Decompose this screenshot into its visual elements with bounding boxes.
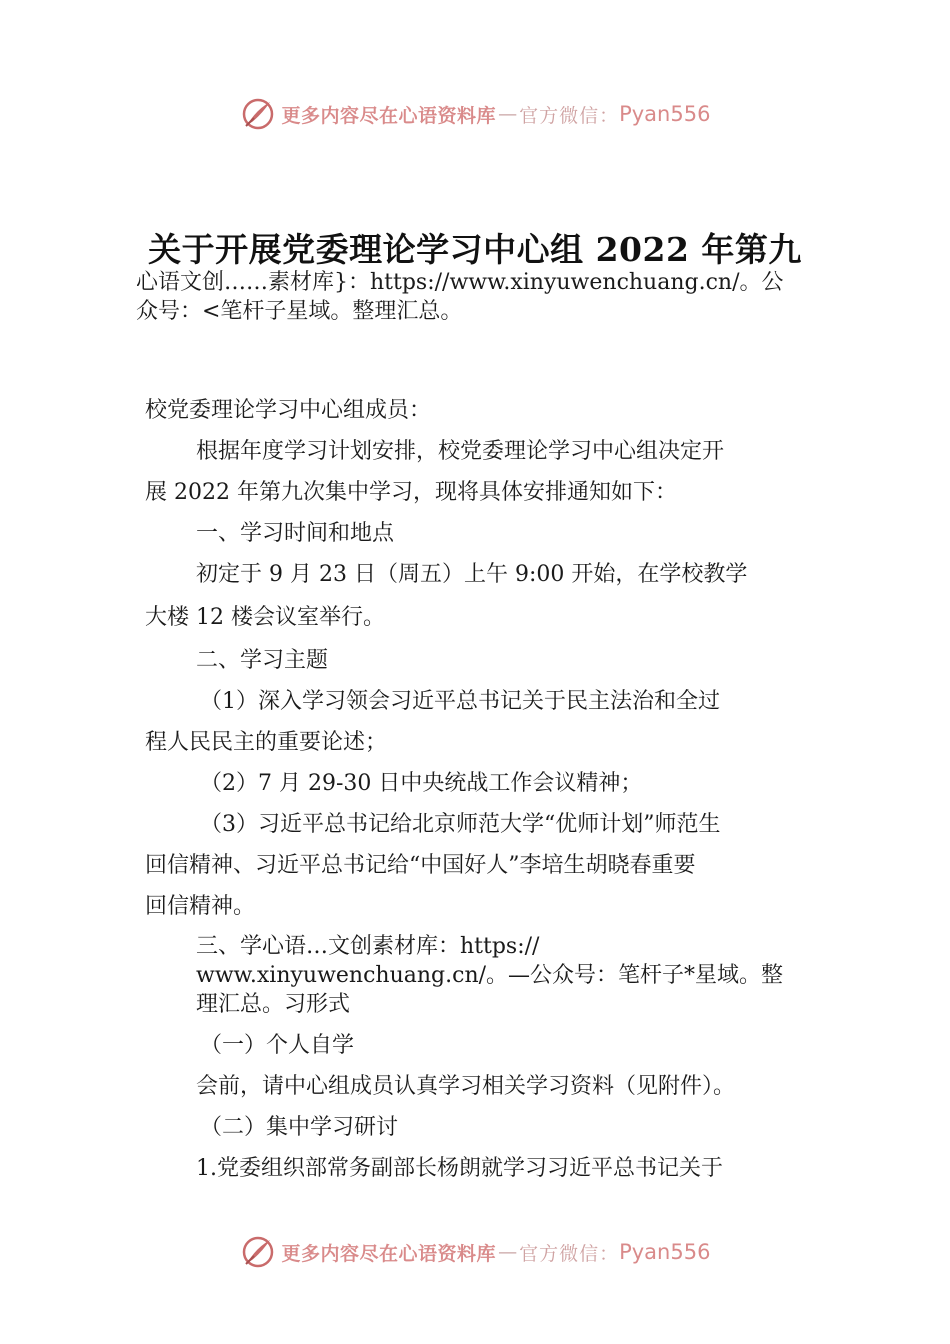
banner-slogan: 更多内容尽在心语资料库 <box>281 104 497 127</box>
banner-wechat-label: 官方微信： <box>519 104 620 127</box>
subsection-1-text: 会前，请中心组成员认真学习相关学习资料（见附件）。 <box>196 1074 736 1099</box>
header-banner <box>0 94 950 134</box>
quill-logo-icon <box>240 1234 276 1270</box>
document-title: 关于开展党委理论学习中心组 2022 年第九 <box>148 230 802 269</box>
source-line-2: 众号：<笔杆子星域。整理汇总。 <box>136 299 463 324</box>
subsection-1: （一）个人自学 <box>200 1033 355 1058</box>
source-line-1: 心语文创……素材库}：https://www.xinyuwenchuang.cn/。公 <box>136 270 784 295</box>
subsection-2: （二）集中学习研讨 <box>200 1115 399 1140</box>
intro-line-1: 根据年度学习计划安排，校党委理论学习中心组决定开 <box>196 439 725 464</box>
quill-logo-icon <box>240 96 276 132</box>
section-heading-1: 一、学习时间和地点 <box>196 521 395 546</box>
section-heading-2: 二、学习主题 <box>196 648 329 673</box>
section-heading-3-line-3: 理汇总。习形式 <box>196 992 351 1017</box>
topic-3-line-1: （3）习近平总书记给北京师范大学“优师计划”师范生 <box>200 812 721 837</box>
topic-2: （2）7 月 29-30 日中央统战工作会议精神； <box>200 771 643 796</box>
section-heading-3-line-1: 三、学心语…文创素材库：https:// <box>196 934 540 959</box>
topic-1-line-2: 程人民民主的重要论述； <box>145 730 388 755</box>
time-line-1: 初定于 9 月 23 日（周五）上午 9:00 开始，在学校教学 <box>196 562 748 587</box>
salutation: 校党委理论学习中心组成员： <box>145 398 432 423</box>
banner-slogan: 更多内容尽在心语资料库 <box>281 1242 497 1265</box>
footer-banner <box>0 1232 950 1272</box>
banner-separator: — <box>498 1241 518 1263</box>
time-line-2: 大楼 12 楼会议室举行。 <box>145 605 385 630</box>
subsection-2-item-1: 1.党委组织部常务副部长杨朗就学习习近平总书记关于 <box>196 1156 723 1181</box>
section-heading-3-line-2: www.xinyuwenchuang.cn/。—公众号：笔杆子*星域。整 <box>196 963 784 988</box>
intro-line-2: 展 2022 年第九次集中学习，现将具体安排通知如下： <box>145 480 677 505</box>
banner-wechat-id: Pyan556 <box>619 102 711 126</box>
topic-3-line-2: 回信精神、习近平总书记给“中国好人”李培生胡晓春重要 <box>145 853 696 878</box>
banner-wechat-label: 官方微信： <box>519 1242 620 1265</box>
topic-3-line-3: 回信精神。 <box>145 894 256 919</box>
banner-separator: — <box>498 103 518 125</box>
topic-1-line-1: （1）深入学习领会习近平总书记关于民主法治和全过 <box>200 689 720 714</box>
banner-wechat-id: Pyan556 <box>619 1240 711 1264</box>
